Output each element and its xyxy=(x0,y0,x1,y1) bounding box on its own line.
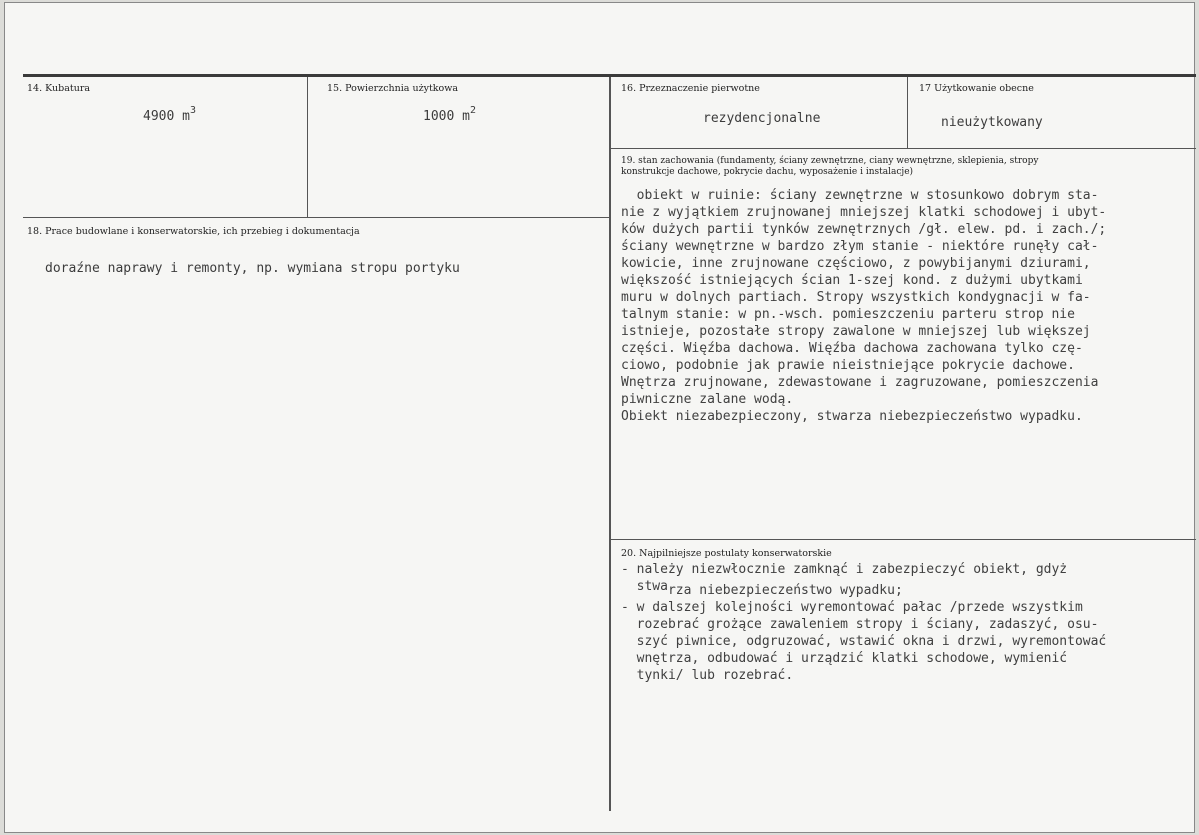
text-line: większość istniejących ścian 1-szej kond. z dużymi ubytkami xyxy=(621,273,1083,288)
text-line: szyć piwnice, odgruzować, wstawić okna i drzwi, wyremontować xyxy=(621,634,1107,649)
rule-left-18 xyxy=(23,217,609,218)
divider-left xyxy=(307,77,308,217)
text-fragment: stwa xyxy=(621,579,668,594)
text-line: nie z wyjątkiem zrujnowanej mniejszej klatki schodowej i ubyt- xyxy=(621,205,1107,220)
field-20-text xyxy=(621,561,1106,684)
field-18-label: 18. Prace budowlane i konserwatorskie, ich przebieg i dokumentacja xyxy=(27,226,360,237)
field-17-label: 17 Użytkowanie obecne xyxy=(919,83,1034,94)
text-line: ciowo, podobnie jak prawie nieistniejące pokrycie dachowe. xyxy=(621,358,1075,373)
text-line: - w dalszej kolejności wyremontować pałac /przede wszystkim xyxy=(621,600,1083,615)
field-14-label: 14. Kubatura xyxy=(27,83,91,94)
text-line: rozebrać grożące zawaleniem stropy i ściany, zadaszyć, osu- xyxy=(621,617,1099,632)
text-line: ściany wewnętrzne w bardzo złym stanie - niektóre runęły cał- xyxy=(621,239,1099,254)
field-14-value xyxy=(143,105,196,124)
powierzchnia-value: 1000 m xyxy=(423,109,470,124)
text-line: istnieje, pozostałe stropy zawalone w mniejszej lub większej xyxy=(621,324,1091,339)
field-15-value xyxy=(423,105,476,124)
text-line: kowicie, inne zrujnowane częściowo, z powybijanymi dziurami, xyxy=(621,256,1091,271)
text-line xyxy=(621,578,1106,599)
text-line: tynki/ lub rozebrać. xyxy=(621,668,794,683)
text-fragment-lowered: rza niebezpieczeństwo wypadku; xyxy=(667,583,903,598)
text-line: piwniczne zalane wodą. xyxy=(621,392,794,407)
text-line: Wnętrza zrujnowane, zdewastowane i zagruzowane, pomieszczenia xyxy=(621,375,1099,390)
text-line: wnętrza, odbudować i urządzić klatki schodowe, wymienić xyxy=(621,651,1068,666)
kubatura-value: 4900 m xyxy=(143,109,190,124)
text-line: ków dużych partii tynków zewnętrznych /gł. elew. pd. i zach./; xyxy=(621,222,1107,237)
field-20-label: 20. Najpilniejsze postulaty konserwatorskie xyxy=(621,548,832,559)
field-18-value: doraźne naprawy i remonty, np. wymiana stropu portyku xyxy=(45,261,460,276)
rule-right-19 xyxy=(611,148,1196,149)
kubatura-exponent: 3 xyxy=(189,105,196,116)
text-line: talnym stanie: w pn.-wsch. pomieszczeniu parteru strop nie xyxy=(621,307,1075,322)
divider-right-top xyxy=(907,77,908,149)
field-16-value: rezydencjonalne xyxy=(703,111,821,126)
text-line: części. Więźba dachowa. Więźba dachowa zachowana tylko czę- xyxy=(621,341,1083,356)
field-17-value: nieużytkowany xyxy=(941,115,1043,130)
field-19-label-line-2: konstrukcje dachowe, pokrycie dachu, wyposażenie i instalacje) xyxy=(621,167,914,177)
field-16-label: 16. Przeznaczenie pierwotne xyxy=(621,83,760,94)
text-line: muru w dolnych partiach. Stropy wszystkich kondygnacji w fa- xyxy=(621,290,1091,305)
text-line: - należy niezwłocznie zamknąć i zabezpieczyć obiekt, gdyż xyxy=(621,562,1068,577)
divider-center xyxy=(609,77,611,811)
text-line: Obiekt niezabezpieczony, stwarza niebezpieczeństwo wypadku. xyxy=(621,409,1083,424)
form-sheet xyxy=(4,2,1195,833)
text-line: obiekt w ruinie: ściany zewnętrzne w stosunkowo dobrym sta- xyxy=(621,188,1099,203)
rule-right-20 xyxy=(611,539,1196,540)
field-15-label: 15. Powierzchnia użytkowa xyxy=(327,83,459,94)
field-19-label-line-1: 19. stan zachowania (fundamenty, ściany zewnętrzne, ciany wewnętrzne, sklepienia, stropy xyxy=(621,156,1039,166)
field-19-text xyxy=(621,187,1106,425)
powierzchnia-exponent: 2 xyxy=(469,105,476,116)
